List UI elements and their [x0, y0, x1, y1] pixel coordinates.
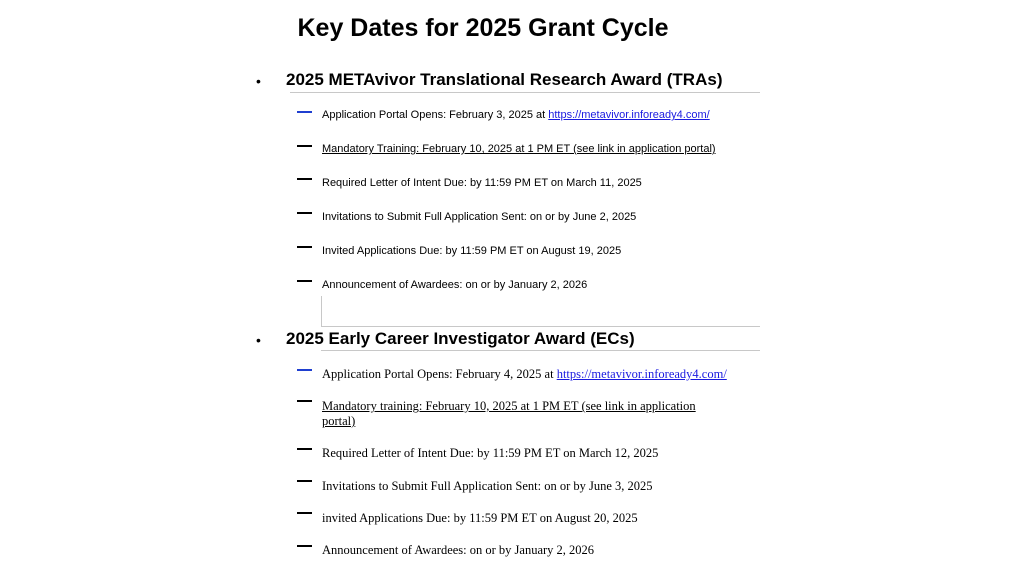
- date-item: Invited Applications Due: by 11:59 PM ET on August 19, 2025: [322, 245, 622, 257]
- dash-marker: [297, 178, 312, 180]
- date-item-text: Application Portal Opens: February 3, 2025 at: [322, 109, 549, 121]
- section-heading-ecs: 2025 Early Career Investigator Award (ECs): [286, 329, 635, 348]
- date-item: Invitations to Submit Full Application Sent: on or by June 3, 2025: [322, 479, 653, 493]
- date-item: invited Applications Due: by 11:59 PM ET on August 20, 2025: [322, 511, 638, 525]
- divider: [321, 296, 322, 326]
- dash-marker: [297, 512, 312, 514]
- date-item: Mandatory Training: February 10, 2025 at 1 PM ET (see link in application portal): [322, 143, 716, 155]
- divider: [321, 326, 760, 327]
- dash-marker: [297, 480, 312, 482]
- date-item: Announcement of Awardees: on or by January 2, 2026: [322, 279, 588, 291]
- divider: [321, 350, 760, 351]
- portal-link[interactable]: https://metavivor.infoready4.com/: [548, 109, 710, 121]
- date-item: Required Letter of Intent Due: by 11:59 PM ET on March 12, 2025: [322, 446, 659, 460]
- dash-marker: [297, 246, 312, 248]
- date-item: Invitations to Submit Full Application Sent: on or by June 2, 2025: [322, 211, 637, 223]
- date-item-line: Mandatory training: February 10, 2025 at 1 PM ET (see link in application: [322, 399, 696, 413]
- dash-marker: [297, 369, 312, 371]
- dash-marker: [297, 212, 312, 214]
- section-heading-tras: 2025 METAvivor Translational Research Award (TRAs): [286, 70, 723, 89]
- dash-marker: [297, 545, 312, 547]
- dash-marker: [297, 280, 312, 282]
- dash-marker: [297, 145, 312, 147]
- portal-link[interactable]: https://metavivor.infoready4.com/: [556, 367, 727, 381]
- date-item: Announcement of Awardees: on or by January 2, 2026: [322, 543, 595, 557]
- date-item-line: portal): [322, 414, 356, 428]
- date-item: [322, 399, 696, 429]
- dash-marker: [297, 400, 312, 402]
- dash-marker: [297, 111, 312, 113]
- date-item: [322, 109, 710, 121]
- divider: [290, 92, 760, 93]
- bullet: •: [256, 73, 261, 89]
- dash-marker: [297, 448, 312, 450]
- date-item: Required Letter of Intent Due: by 11:59 PM ET on March 11, 2025: [322, 177, 642, 189]
- date-item-text: Application Portal Opens: February 4, 2025 at: [322, 367, 557, 381]
- date-item: [322, 367, 727, 382]
- page-title: Key Dates for 2025 Grant Cycle: [297, 14, 669, 42]
- bullet: •: [256, 332, 261, 348]
